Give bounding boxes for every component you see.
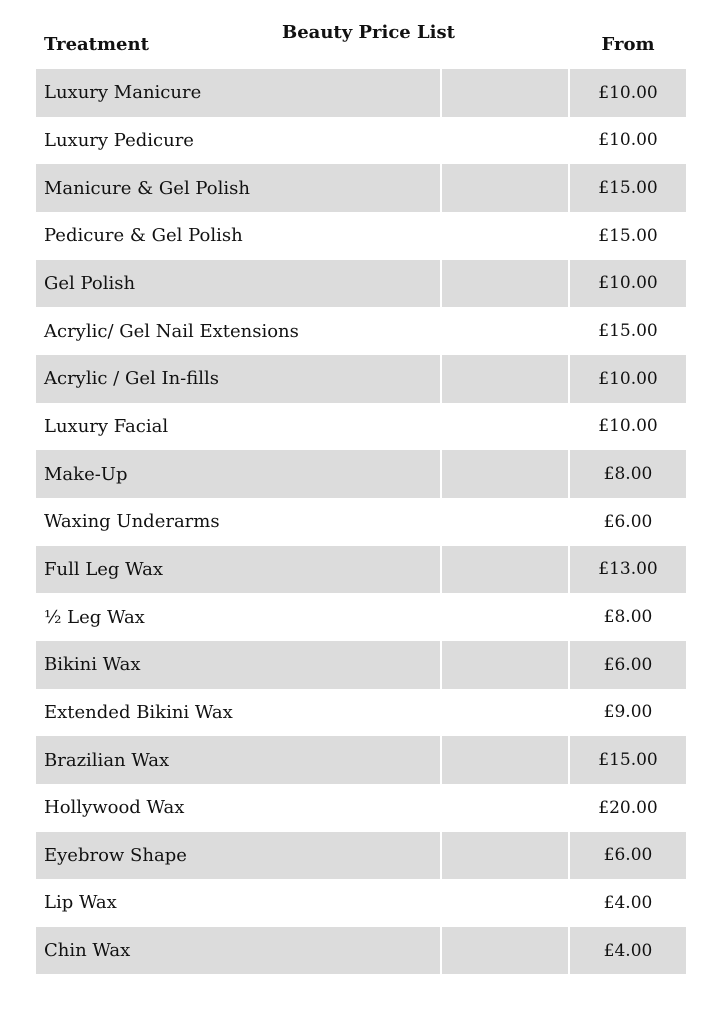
treatment-name: Waxing Underarms (44, 511, 220, 533)
table-row (36, 260, 686, 308)
treatment-price: £20.00 (598, 797, 658, 818)
table-row (36, 784, 686, 832)
empty-cell (440, 307, 570, 355)
table-row (36, 689, 686, 737)
empty-cell (440, 450, 570, 498)
treatment-name: Lip Wax (44, 892, 117, 914)
treatment-name: Luxury Manicure (44, 82, 202, 104)
table-row (36, 832, 686, 880)
treatment-price: £4.00 (603, 940, 653, 961)
empty-cell (440, 927, 570, 975)
treatment-name: Acrylic / Gel In-fills (44, 368, 220, 390)
treatment-price: £10.00 (598, 130, 658, 151)
empty-cell (440, 117, 570, 165)
treatment-price: £4.00 (603, 892, 653, 913)
treatment-name: Full Leg Wax (44, 558, 163, 580)
treatment-name: Chin Wax (44, 940, 131, 962)
table-row (36, 69, 686, 117)
treatment-price: £10.00 (598, 368, 658, 389)
table-row (36, 117, 686, 165)
table-row (36, 164, 686, 212)
table-row (36, 927, 686, 975)
table-row (36, 879, 686, 927)
empty-cell (440, 69, 570, 117)
treatment-name: Hollywood Wax (44, 797, 185, 819)
empty-cell (440, 689, 570, 737)
treatment-name: Gel Polish (44, 272, 136, 294)
treatment-name: ½ Leg Wax (44, 606, 145, 628)
table-row (36, 212, 686, 260)
treatment-name: Luxury Pedicure (44, 129, 194, 151)
page-title: Beauty Price List (282, 22, 455, 43)
treatment-price: £6.00 (603, 654, 653, 675)
treatment-name: Manicure & Gel Polish (44, 177, 250, 199)
treatment-price: £13.00 (598, 559, 658, 580)
empty-cell (440, 593, 570, 641)
table-row (36, 355, 686, 403)
column-header-treatment: Treatment (44, 34, 149, 55)
table-row (36, 307, 686, 355)
treatment-name: Luxury Facial (44, 415, 169, 437)
empty-cell (440, 784, 570, 832)
treatment-name: Make-Up (44, 463, 128, 485)
table-row (36, 593, 686, 641)
empty-cell (440, 546, 570, 594)
treatment-price: £15.00 (598, 225, 658, 246)
treatment-name: Bikini Wax (44, 654, 141, 676)
treatment-price: £15.00 (598, 750, 658, 771)
treatment-price: £8.00 (603, 607, 653, 628)
empty-cell (440, 498, 570, 546)
treatment-name: Pedicure & Gel Polish (44, 225, 243, 247)
empty-cell (440, 355, 570, 403)
table-row (36, 450, 686, 498)
treatment-price: £8.00 (603, 464, 653, 485)
empty-cell (440, 641, 570, 689)
table-header (36, 14, 686, 70)
table-row (36, 546, 686, 594)
empty-cell (440, 164, 570, 212)
table-row (36, 736, 686, 784)
treatment-price: £15.00 (598, 178, 658, 199)
treatment-name: Eyebrow Shape (44, 844, 187, 866)
treatment-price: £6.00 (603, 511, 653, 532)
treatment-name: Acrylic/ Gel Nail Extensions (44, 320, 299, 342)
empty-cell (440, 403, 570, 451)
empty-cell (440, 212, 570, 260)
table-row (36, 641, 686, 689)
price-table (36, 69, 686, 974)
column-header-from: From (601, 34, 655, 55)
treatment-name: Brazilian Wax (44, 749, 170, 771)
treatment-price: £15.00 (598, 321, 658, 342)
treatment-price: £9.00 (603, 702, 653, 723)
treatment-name: Extended Bikini Wax (44, 701, 233, 723)
empty-cell (440, 736, 570, 784)
table-row (36, 403, 686, 451)
treatment-price: £10.00 (598, 82, 658, 103)
treatment-price: £10.00 (598, 273, 658, 294)
treatment-price: £10.00 (598, 416, 658, 437)
table-row (36, 498, 686, 546)
empty-cell (440, 260, 570, 308)
empty-cell (440, 879, 570, 927)
empty-cell (440, 832, 570, 880)
treatment-price: £6.00 (603, 845, 653, 866)
